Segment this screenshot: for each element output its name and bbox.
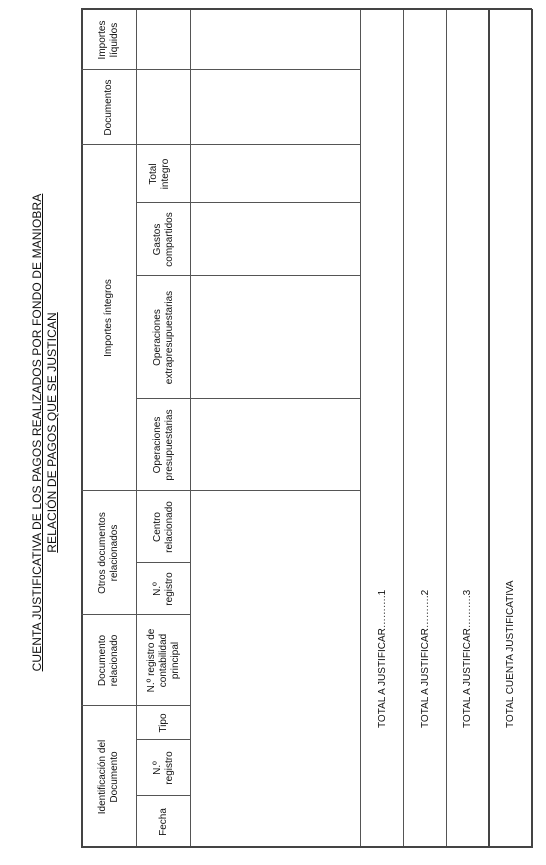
header-importes-liquidos: Importes líquidos [96, 20, 120, 60]
table-bottom-border [531, 9, 533, 848]
table-right-border [81, 8, 532, 10]
header-fecha: Fecha [157, 808, 169, 836]
header-documento-relacionado: Documento relacionado [96, 634, 120, 687]
header-documentos: Documentos [103, 79, 114, 136]
header-total-integro: Total integro [148, 158, 171, 190]
header-centro-relacionado: Centro relacionado [151, 501, 175, 553]
header-importes-integros: Importes íntegros [102, 279, 114, 357]
total-cuenta-justificativa: TOTAL CUENTA JUSTIFICATIVA [504, 580, 516, 728]
total-row-2: TOTAL A JUSTIFICAR……….2 [419, 589, 431, 728]
header-identificacion: Identificación del Documento [96, 739, 120, 815]
header-otros-n-registro: N.º registro [151, 572, 175, 606]
header-otros-documentos: Otros documentos relacionados [96, 512, 120, 594]
total-row-3: TOTAL A JUSTIFICAR……….3 [462, 589, 473, 728]
header-tipo: Tipo [157, 713, 169, 733]
total-row-1: TOTAL A JUSTIFICAR……….1 [376, 589, 388, 728]
document-subtitle: RELACIÓN DE PAGOS QUE SE JUSTICAN [45, 312, 59, 553]
header-gastos-compartidos: Gastos compartidos [151, 212, 175, 267]
header-n-registro-contabilidad: N.º registro de contabilidad principal [145, 628, 181, 693]
header-operaciones-presupuestarias: Operaciones presupuestarias [151, 409, 175, 481]
header-n-registro: N.º registro [151, 751, 175, 785]
header-operaciones-extrapresupuestarias: Operaciones extrapresupuestarias [151, 290, 175, 385]
document-title: CUENTA JUSTIFICATIVA DE LOS PAGOS REALIZADOS POR FONDO DE MANIOBRA [30, 193, 44, 672]
